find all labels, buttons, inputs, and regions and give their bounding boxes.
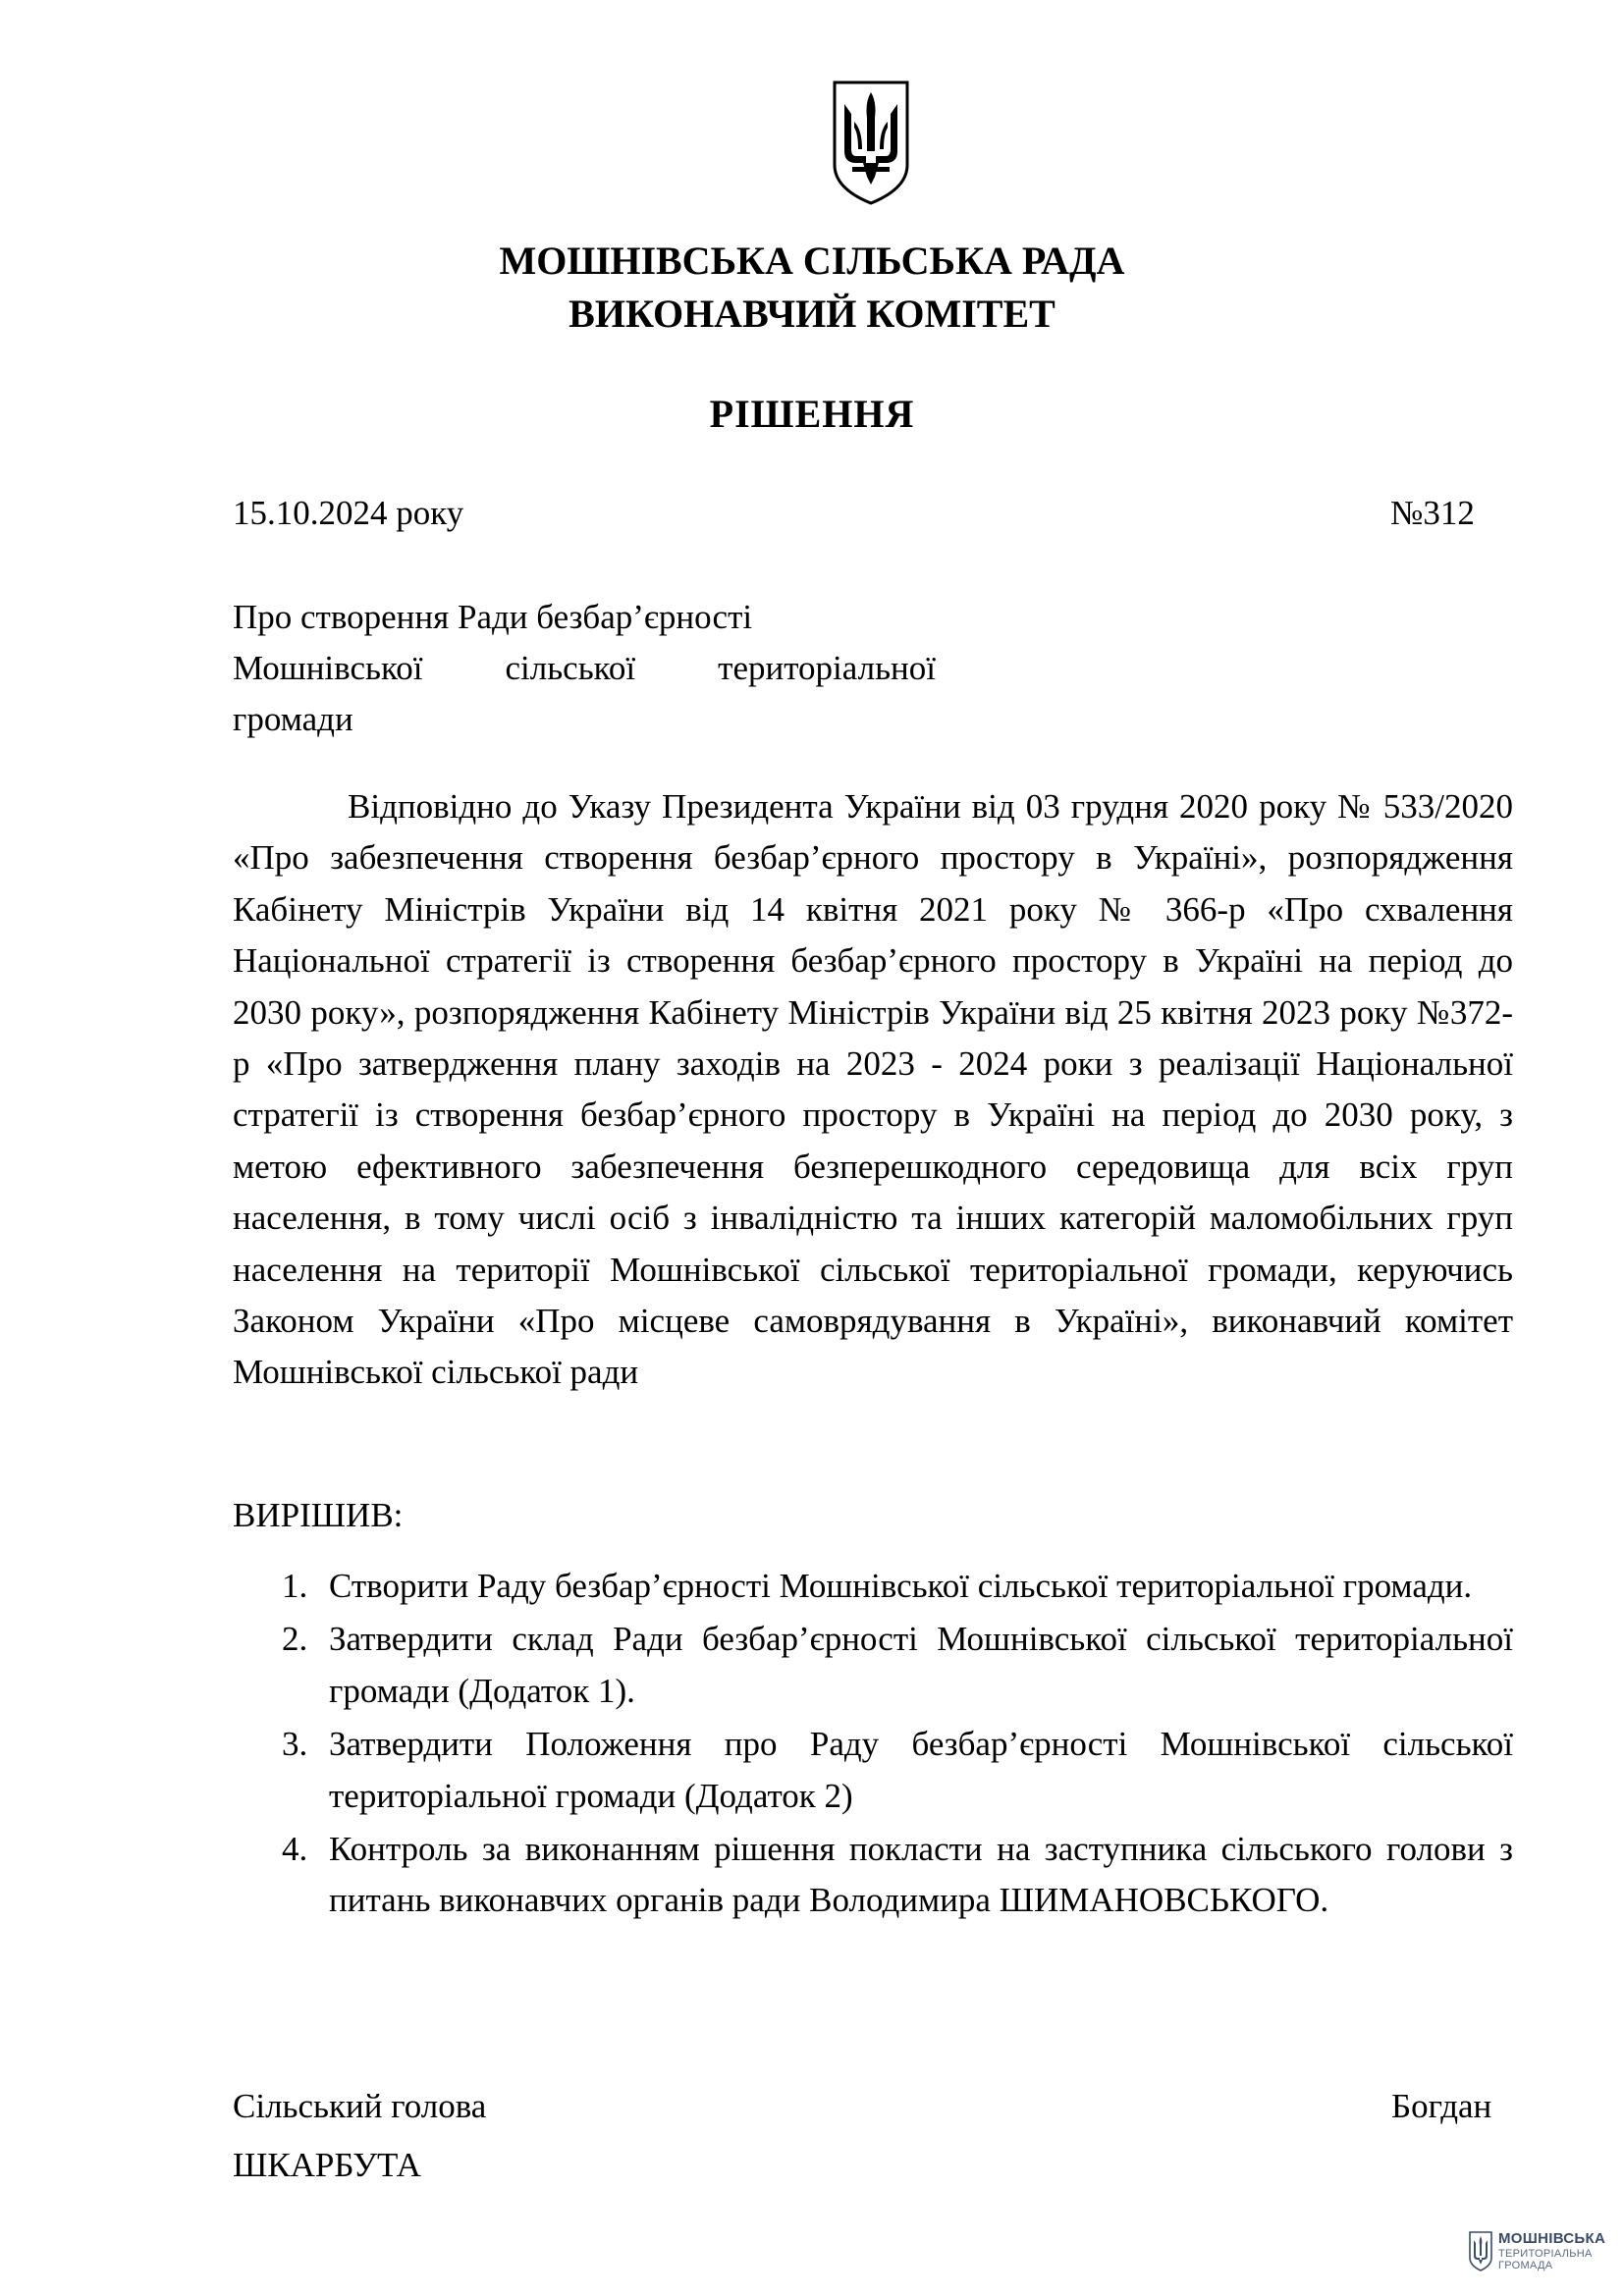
decision-number: 3. <box>282 1725 308 1764</box>
decision-item-3 <box>233 1719 1513 1822</box>
community-footer-logo <box>1468 2228 1610 2275</box>
footer-logo-tagline-line-2: ГРОМАДА <box>1498 2260 1553 2271</box>
document-date: 15.10.2024 року <box>233 494 464 532</box>
decision-number: 4. <box>282 1830 308 1869</box>
signature-position: Сільський голова <box>233 2087 487 2125</box>
decision-item-1 <box>233 1561 1513 1612</box>
subject-line-2: Мошнівської сільської територіальної <box>233 649 936 687</box>
signature-last-name: ШКАРБУТА <box>233 2146 421 2184</box>
document-number: №312 <box>1390 494 1475 532</box>
decision-text: Контроль за виконанням рішення покласти на заступника сільського голови з питань виконавчих органів ради Володимира ШИМАНОВСЬКОГО. <box>329 1830 1513 1920</box>
decision-number: 1. <box>282 1567 308 1605</box>
signature-first-name: Богдан <box>1391 2087 1492 2125</box>
council-name: МОШНІВСЬКА СІЛЬСЬКА РАДА <box>499 239 1125 283</box>
footer-logo-tagline <box>1498 2248 1593 2271</box>
decision-text: Затвердити Положення про Раду безбар’єрності Мошнівської сільської територіальної громади (Додаток 2) <box>329 1725 1513 1815</box>
subject-line-1: Про створення Ради безбар’єрності <box>233 598 753 636</box>
document-type-title: РІШЕННЯ <box>709 392 915 436</box>
subject-line-3: громади <box>233 700 353 738</box>
decision-list <box>233 1561 1513 1929</box>
footer-logo-tagline-line-1: ТЕРИТОРІАЛЬНА <box>1498 2248 1593 2260</box>
resolution-header: ВИРІШИВ: <box>233 1496 404 1534</box>
footer-logo-brand: МОШНІВСЬКА <box>1498 2230 1606 2247</box>
decision-item-4 <box>233 1824 1513 1927</box>
trident-logo-icon <box>1468 2230 1493 2271</box>
ukrainian-trident-emblem-icon <box>831 79 911 206</box>
decision-item-2 <box>233 1614 1513 1717</box>
decision-number: 2. <box>282 1620 308 1659</box>
preamble-text: Відповідно до Указу Президента України від 03 грудня 2020 року № 533/2020 «Про забезпечення створення безбар’єрного простору в Україні», розпорядження Кабінету Міністрів України від 14 квітня 2021 року № 366-р «Про схвалення Національної стратегії із створення безбар’єрного простору в Україні на період до 2030 року», розпорядження Кабінету Міністрів України від 25 квітня 2023 року №372-р «Про затвердження плану заходів на 2023 - 2024 роки з реалізації Національної стратегії із створення безбар’єрного простору в Україні на період до 2030 року, з метою ефективного забезпечення безперешкодного середовища для всіх груп населення, в тому числі осіб з інвалідністю та інших категорій маломобільних груп населення на території Мошнівської сільської територіальної громади, керуючись Законом України «Про місцеве самоврядування в Україні», виконавчий комітет Мошнівської сільської ради <box>233 787 1513 1392</box>
decision-text: Затвердити склад Ради безбар’єрності Мошнівської сільської територіальної громади (Додаток 1). <box>329 1620 1513 1710</box>
decision-text: Створити Раду безбар’єрності Мошнівської сільської територіальної громади. <box>329 1567 1473 1605</box>
preamble-paragraph <box>233 781 1513 1399</box>
committee-name: ВИКОНАВЧИЙ КОМІТЕТ <box>568 292 1056 336</box>
